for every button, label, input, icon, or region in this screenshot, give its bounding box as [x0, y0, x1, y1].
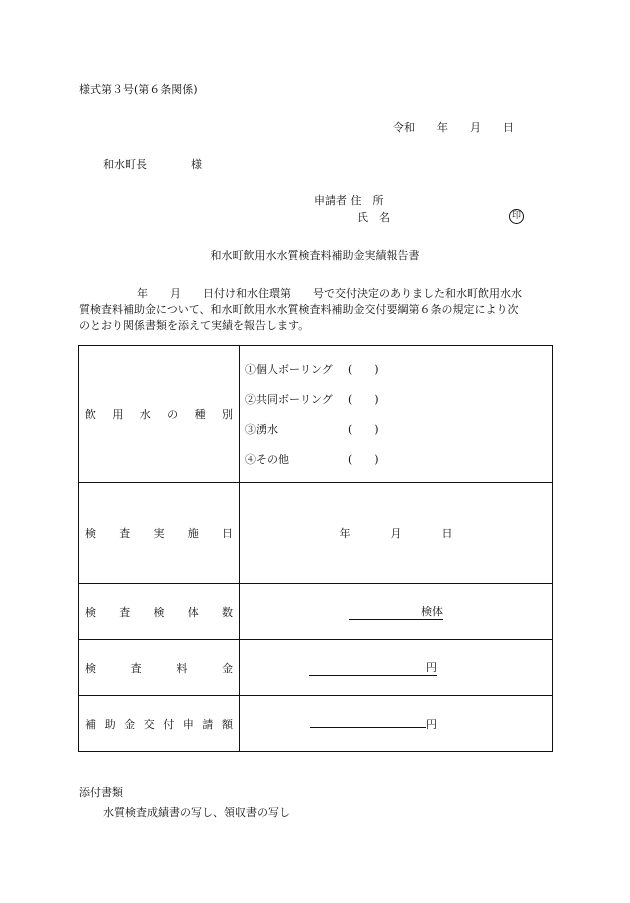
- label-char: 金: [124, 717, 136, 731]
- table-row: [79, 696, 553, 752]
- water-type-label-cell: [79, 346, 240, 483]
- applicant-name-label: 氏 名: [357, 211, 390, 224]
- water-type-label: [79, 406, 239, 422]
- statement-line-2: 質検査料補助金について、和水町飲用水水質検査料補助金交付要綱第６条の規定により次: [79, 303, 519, 316]
- label-char: 検: [85, 661, 96, 675]
- water-type-option[interactable]: [245, 414, 552, 444]
- applicant-address-label: 申請者 住 所: [314, 194, 384, 207]
- water-type-options-cell: [240, 346, 553, 483]
- label-char: 助: [104, 717, 116, 731]
- form-number: 様式第３号(第６条関係): [79, 83, 198, 96]
- water-type-option[interactable]: [245, 354, 552, 384]
- label-char: 施: [187, 527, 199, 540]
- water-type-paren: ( ): [348, 393, 379, 406]
- inspection-fee-field[interactable]: 円: [309, 659, 437, 676]
- date-year-unit: 年: [339, 527, 351, 540]
- report-statement: [79, 286, 557, 334]
- subsidy-amount-label-cell: [79, 696, 240, 752]
- label-char: 査: [130, 661, 142, 675]
- subsidy-unit: 円: [426, 717, 437, 731]
- label-char: 検: [85, 527, 96, 540]
- water-type-option[interactable]: [245, 444, 552, 474]
- attachments-heading: 添付書類: [79, 786, 123, 799]
- label-char: 日: [222, 527, 233, 540]
- subsidy-amount-cell[interactable]: [240, 696, 553, 752]
- specimen-count-field[interactable]: 検体: [349, 603, 443, 620]
- table-row: [79, 640, 553, 696]
- label-char: 用: [112, 408, 124, 421]
- subsidy-amount-field[interactable]: [309, 718, 426, 731]
- inspection-fee-cell[interactable]: [240, 640, 553, 696]
- label-char: 付: [163, 717, 175, 731]
- specimen-count-label-cell: [79, 584, 240, 640]
- inspection-date-label: [79, 525, 239, 541]
- statement-line-3: のとおり関係書類を添えて実績を報告します。: [79, 319, 310, 332]
- water-type-option[interactable]: [245, 384, 552, 414]
- water-type-name: ②共同ボーリング: [245, 393, 333, 406]
- addressee: 和水町長 様: [103, 158, 202, 171]
- attachments-list: 水質検査成績書の写し、領収書の写し: [103, 806, 290, 819]
- date-month-unit: 月: [390, 527, 402, 540]
- label-char: 水: [139, 408, 151, 421]
- label-char: 飲: [85, 408, 96, 421]
- water-type-name: ③湧水: [245, 423, 278, 436]
- label-char: 検: [85, 605, 96, 619]
- date-line: 令和 年 月 日: [393, 121, 514, 134]
- water-type-paren: ( ): [348, 423, 379, 436]
- label-char: 交: [143, 717, 155, 731]
- label-char: 別: [221, 408, 233, 421]
- label-char: 申: [182, 717, 194, 731]
- table-row: [79, 346, 553, 483]
- label-char: の: [167, 408, 179, 421]
- inspection-date-label-cell: [79, 483, 240, 584]
- inspection-fee-label: [79, 660, 239, 676]
- water-type-paren: ( ): [348, 363, 379, 376]
- label-char: 体: [187, 605, 199, 619]
- inspection-date-cell[interactable]: [240, 483, 553, 584]
- water-type-name: ④その他: [245, 453, 289, 466]
- water-type-paren: ( ): [348, 453, 379, 466]
- label-char: 種: [194, 408, 206, 421]
- label-char: 金: [221, 661, 233, 675]
- label-char: 検: [153, 605, 165, 619]
- water-type-name: ①個人ボーリング: [245, 363, 333, 376]
- label-char: 補: [85, 717, 96, 731]
- water-type-options: [240, 354, 552, 474]
- label-char: 査: [119, 605, 131, 619]
- specimen-count-label: [79, 604, 239, 620]
- date-day-unit: 日: [441, 527, 453, 540]
- statement-line-1: 年 月 日付け和水住環第 号で交付決定のありました和水町飲用水水: [137, 287, 522, 300]
- seal-mark: 印: [509, 209, 524, 224]
- inspection-date-field[interactable]: [240, 525, 552, 541]
- document-title: 和水町飲用水水質検査料補助金実績報告書: [210, 249, 420, 262]
- subsidy-amount-label: [79, 716, 239, 732]
- table-row: [79, 584, 553, 640]
- label-char: 数: [222, 605, 233, 619]
- label-char: 実: [153, 527, 165, 540]
- label-char: 料: [176, 661, 188, 675]
- inspection-fee-label-cell: [79, 640, 240, 696]
- label-char: 請: [202, 717, 214, 731]
- report-table: [78, 345, 553, 752]
- label-char: 査: [119, 527, 131, 540]
- table-row: [79, 483, 553, 584]
- specimen-count-cell[interactable]: [240, 584, 553, 640]
- label-char: 額: [221, 717, 233, 731]
